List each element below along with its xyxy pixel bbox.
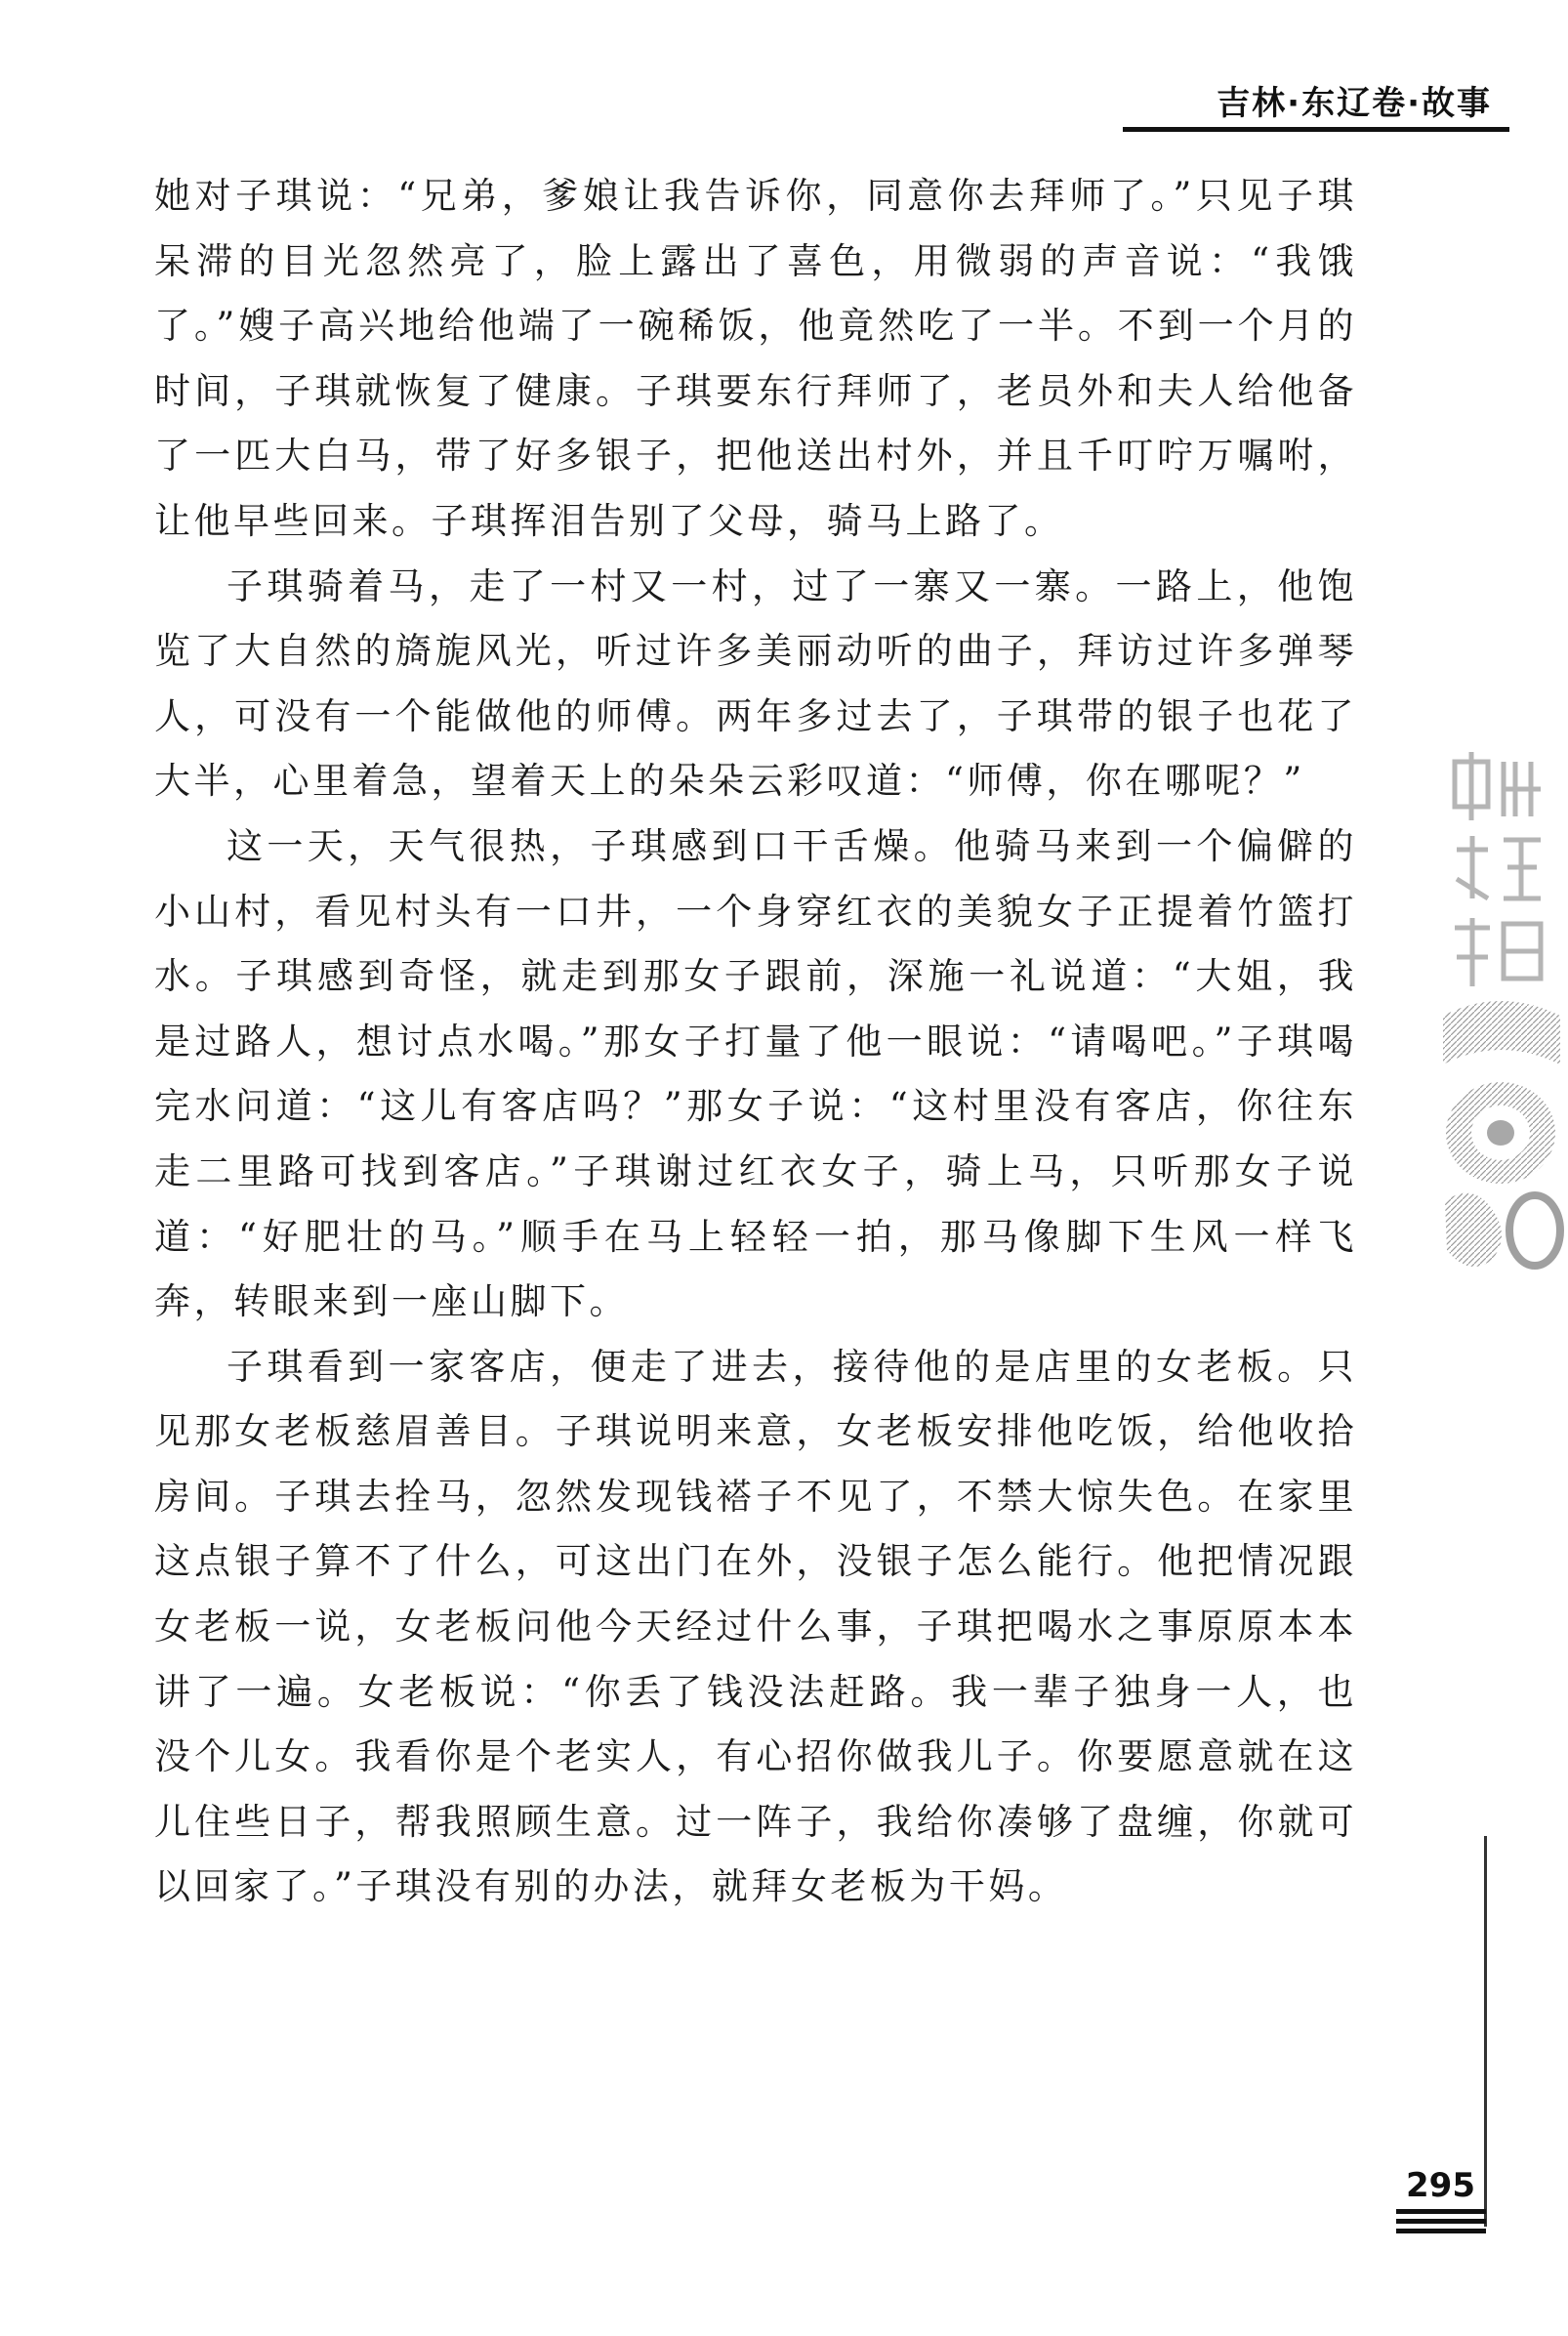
- folio-line: [1396, 2209, 1486, 2214]
- folio-lines: [1396, 2209, 1486, 2238]
- page-number: 295: [1406, 2166, 1475, 2205]
- side-tab-emblem: [1433, 742, 1568, 1289]
- folio-line: [1396, 2229, 1486, 2233]
- body-text: [154, 164, 1357, 1920]
- side-rule: [1484, 1836, 1487, 2227]
- folio-line: [1396, 2219, 1486, 2224]
- header-rule: [1123, 127, 1509, 132]
- paragraph-3: 这一天，天气很热，子琪感到口干舌燥。他骑马来到一个偏僻的小山村，看见村头有一口井，一个身穿红衣的美貌女子正提着竹篮打水。子琪感到奇怪，就走到那女子跟前，深施一礼说道：“大姐，我是过路人，想讨点水喝。”那女子打量了他一眼说：“请喝吧。”子琪喝完水问道：“这儿有客店吗？”那女子说：“这村里没有客店，你往东走二里路可找到客店。”子琪谢过红衣女子，骑上马，只听那女子说道：“好肥壮的马。”顺手在马上轻轻一拍，那马像脚下生风一样飞奔，转眼来到一座山脚下。: [154, 824, 1357, 1323]
- running-header: 吉林·东辽卷·故事: [1217, 84, 1492, 123]
- paragraph-1: 她对子琪说：“兄弟，爹娘让我告诉你，同意你去拜师了。”只见子琪呆滞的目光忽然亮了，脸上露出了喜色，用微弱的声音说：“我饿了。”嫂子高兴地给他端了一碗稀饭，他竟然吃了一半。不到一个月的时间，子琪就恢复了健康。子琪要东行拜师了，老员外和夫人给他备了一匹大白马，带了好多银子，把他送出村外，并且千叮咛万嘱咐，让他早些回来。子琪挥泪告别了父母，骑马上路了。: [154, 175, 1357, 542]
- paragraph-4: 子琪看到一家客店，便走了进去，接待他的是店里的女老板。只见那女老板慈眉善目。子琪说明来意，女老板安排他吃饭，给他收拾房间。子琪去拴马，忽然发现钱褡子不见了，不禁大惊失色。在家里这点银子算不了什么，可这出门在外，没银子怎么能行。他把情况跟女老板一说，女老板问他今天经过什么事，子琪把喝水之事原原本本讲了一遍。女老板说：“你丢了钱没法赶路。我一辈子独身一人，也没个儿女。我看你是个老实人，有心招你做我儿子。你要愿意就在这儿住些日子，帮我照顾生意。过一阵子，我给你凑够了盘缠，你就可以回家了。”子琪没有别的办法，就拜女老板为干妈。: [154, 1345, 1357, 1908]
- paragraph-2: 子琪骑着马，走了一村又一村，过了一寨又一寨。一路上，他饱览了大自然的旖旎风光，听过许多美丽动听的曲子，拜访过许多弹琴人，可没有一个能做他的师傅。两年多过去了，子琪带的银子也花了大半，心里着急，望着天上的朵朵云彩叹道：“师傅，你在哪呢？”: [154, 564, 1357, 803]
